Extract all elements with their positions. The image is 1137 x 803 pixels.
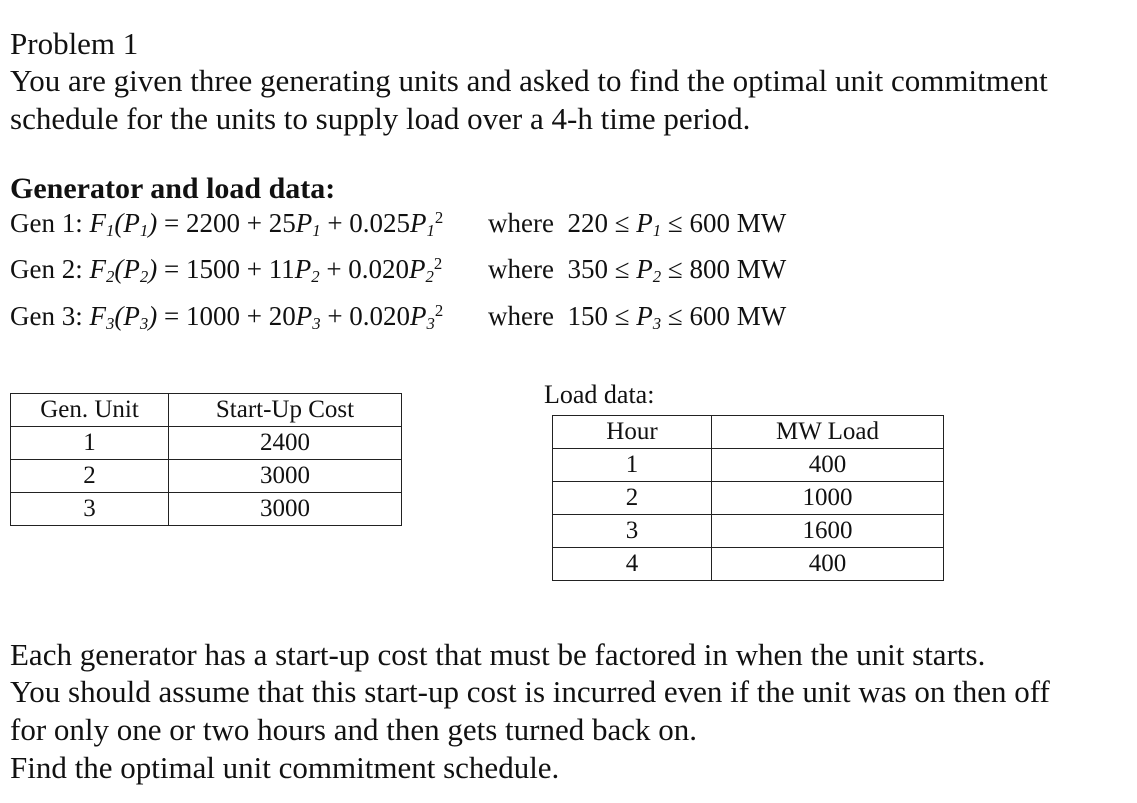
gen-equation-3: Gen 3: $F_3(P_3) = 1000 + 20P_3 + 0.020P_3^2$ xyxy=(10,300,444,334)
table-cell: 3 xyxy=(553,515,712,548)
table-cell: 2400 xyxy=(169,427,402,460)
load-data-label: Load data: xyxy=(544,380,655,409)
closing-line-3: for only one or two hours and then gets turned back on. xyxy=(10,712,698,747)
gen-limit-3: where $150 \le P_3 \le 600$ MW xyxy=(488,301,787,334)
table-row xyxy=(553,482,944,515)
intro-line-2: schedule for the units to supply load over a 4-h time period. xyxy=(10,101,751,136)
gen-equation-1: Gen 1: $F_1(P_1) = 2200 + 25P_1 + 0.025P_1^2$ xyxy=(10,207,444,241)
table-row xyxy=(11,493,402,526)
table-cell: 400 xyxy=(712,548,944,581)
column-header: MW Load xyxy=(712,416,944,449)
column-header: Start-Up Cost xyxy=(169,394,402,427)
table-cell: 2 xyxy=(11,460,169,493)
gen-limit-2: where $350 \le P_2 \le 800$ MW xyxy=(488,254,787,287)
column-header: Hour xyxy=(553,416,712,449)
table-row xyxy=(553,449,944,482)
table-cell: 3000 xyxy=(169,493,402,526)
gen-equation-2: Gen 2: $F_2(P_2) = 1500 + 11P_2 + 0.020P_2^2$ xyxy=(10,253,443,287)
table-row xyxy=(11,460,402,493)
closing-line-2: You should assume that this start-up cost is incurred even if the unit was on then off xyxy=(10,674,1050,709)
table-header-row xyxy=(11,394,402,427)
gen-limit-1: where $220 \le P_1 \le 600$ MW xyxy=(488,208,787,241)
table-cell: 1 xyxy=(11,427,169,460)
table-cell: 3000 xyxy=(169,460,402,493)
startup-cost-table xyxy=(10,393,402,526)
closing-line-1: Each generator has a start-up cost that must be factored in when the unit starts. xyxy=(10,637,986,672)
closing-line-4: Find the optimal unit commitment schedule. xyxy=(10,750,560,785)
table-cell: 400 xyxy=(712,449,944,482)
column-header: Gen. Unit xyxy=(11,394,169,427)
problem-title: Problem 1 xyxy=(10,26,139,61)
load-data-table xyxy=(552,415,944,581)
table-cell: 3 xyxy=(11,493,169,526)
table-header-row xyxy=(553,416,944,449)
table-row xyxy=(553,548,944,581)
table-cell: 1 xyxy=(553,449,712,482)
section-heading: Generator and load data: xyxy=(10,172,336,205)
intro-line-1: You are given three generating units and asked to find the optimal unit commitment xyxy=(10,63,1048,98)
table-cell: 4 xyxy=(553,548,712,581)
table-row xyxy=(553,515,944,548)
table-cell: 1600 xyxy=(712,515,944,548)
table-cell: 2 xyxy=(553,482,712,515)
table-row xyxy=(11,427,402,460)
table-cell: 1000 xyxy=(712,482,944,515)
